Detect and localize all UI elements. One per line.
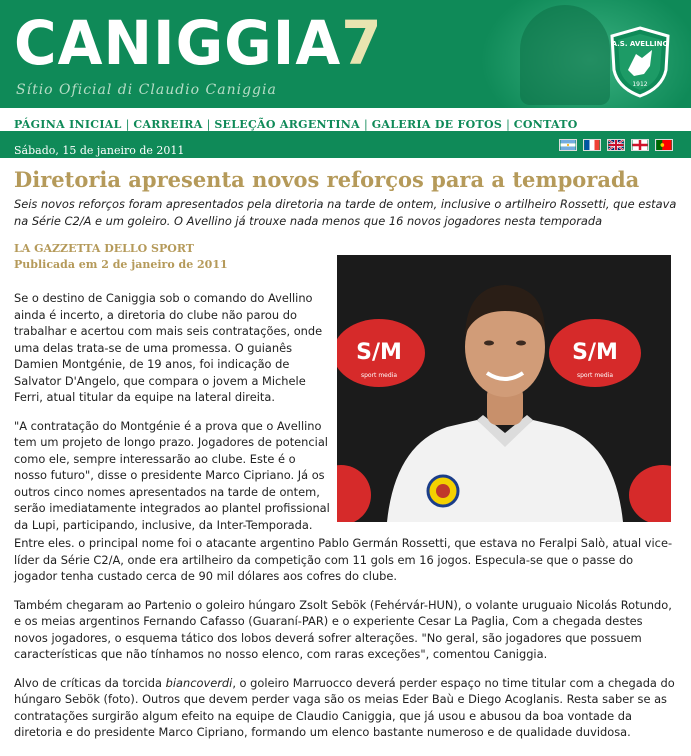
avellino-crest-logo	[608, 26, 672, 98]
nav-item-pagina-inicial[interactable]: PÁGINA INICIAL	[14, 118, 122, 131]
header-player-image	[520, 5, 610, 105]
nav-separator: |	[206, 118, 211, 131]
site-title[interactable]	[14, 7, 383, 79]
portugal-flag-icon[interactable]	[655, 139, 673, 151]
france-flag-icon[interactable]	[583, 139, 601, 151]
sponsor-logo-left	[337, 319, 425, 387]
article-lede: Seis novos reforços foram apresentados pela diretoria na tarde de ontem, inclusive o artilheiro Rossetti, que estava na Série C2/A e um goleiro. O Avellino já trouxe nada menos que 16 novos jogadores nesta temporada	[14, 197, 677, 228]
nav-item-contato[interactable]: CONTATO	[513, 118, 578, 131]
nav-separator: |	[364, 118, 368, 131]
site-header	[0, 0, 691, 108]
article-column-left	[14, 290, 330, 545]
england-flag-icon[interactable]	[631, 139, 649, 151]
uk-flag-icon[interactable]	[607, 139, 625, 151]
nav-item-carreira[interactable]: CARREIRA	[133, 118, 203, 131]
svg-text:S/M: S/M	[356, 340, 402, 365]
article-paragraph-last	[14, 675, 678, 741]
crest-year: 1912	[632, 81, 648, 88]
site-title-main: CANIGGIA	[14, 7, 342, 79]
source-date: Publicada em 2 de janeiro de 2011	[14, 257, 228, 271]
site-title-number: 7	[341, 7, 383, 79]
site-subtitle: Sítio Oficial di Claudio Caniggia	[16, 82, 277, 98]
paragraph-text: , o goleiro Marruocco deverá perder espaço no time titular com a chegada do húngaro Sebök (foto). Outros que devem perder vaga são os meias Eder Baù e Diego Acoglanis. Resta saber se as contratações surgirão algum efeito na equipe de Claudio Caniggia, que já usou e abusou da boa vontade da diretoria e do presidente Marco Cipriano, formando um elenco bastante numeroso e de qualidade duvidosa.	[14, 675, 675, 740]
date-bar	[0, 134, 691, 158]
svg-text:S/M: S/M	[572, 340, 618, 365]
article-paragraph: Também chegaram ao Partenio o goleiro húngaro Zsolt Sebök (Fehérvár-HUN), o volante uruguaio Nicolás Rotundo, e os meias argentinos Fernando Cafasso (Guaraní-PAR) e o experiente Cesar La Paglia, Com a chegada destes novos jogadores, o esquema tático dos lobos deverá sofrer alterações. "No geral, são jogadores que possuem características que não tínhamos no nosso elenco, com raras exceções", comentou Caniggia.	[14, 597, 672, 662]
paragraph-italic-text: biancoverdi	[165, 675, 233, 690]
argentina-flag-icon[interactable]	[559, 139, 577, 151]
sponsor-logo-text: sport media	[576, 372, 614, 379]
article-paragraph: Se o destino de Caniggia sob o comando do Avellino ainda é incerto, a diretoria do clube não parou do trabalhar e acertou com mais seis contratações, onde uma delas trata-se de uma promessa. O guianês Damien Montgénie, de 19 anos, foi indicação de Salvator D'Angelo, que compara o jovem a Michele Ferri, atual titular da equipe na lateral direita.	[14, 291, 323, 405]
nav-item-galeria-de-fotos[interactable]: GALERIA DE FOTOS	[371, 118, 503, 131]
sponsor-logo-right	[549, 319, 641, 387]
crest-text: A.S. AVELLINO	[611, 40, 669, 48]
nav-item-selecao-argentina[interactable]: SELEÇÃO ARGENTINA	[214, 118, 360, 131]
sponsor-logo-text: sport media	[360, 372, 398, 379]
paragraph-text: Alvo de críticas da torcida	[14, 675, 166, 690]
article-body-full	[14, 535, 678, 753]
article-paragraph: Entre eles. o principal nome foi o atacante argentino Pablo Germán Rossetti, que estava no Feralpi Salò, atual vice-líder da Série C2/A, onde era artilheiro da competição com 11 gols em 16 jogos. Especula-se que o passe do jogador tenha custado cerca de 90 mil dólares aos cofres do clube.	[14, 536, 673, 584]
language-flags	[559, 139, 673, 151]
source-name: LA GAZZETTA DELLO SPORT	[14, 242, 194, 256]
main-nav	[0, 108, 691, 134]
current-date: Sábado, 15 de janeiro de 2011	[14, 144, 185, 157]
article-headline: Diretoria apresenta novos reforços para a temporada	[14, 167, 640, 192]
nav-separator: |	[125, 118, 130, 131]
nav-separator: |	[506, 118, 510, 131]
player-photo-image	[337, 255, 671, 522]
article-photo	[337, 255, 671, 522]
article-paragraph: "A contratação do Montgénie é a prova que o Avellino tem um projeto de longo prazo. Jogadores de potencial como ele, sempre interessarão ao clube. Este é o nosso futuro", disse o presidente Marco Cipriano. Já os outros cinco nomes apresentados na tarde de ontem, serão imediatamente integrados ao plantel profissional da Lupi, participando, inclusive, da Inter-Temporada.	[14, 418, 330, 532]
